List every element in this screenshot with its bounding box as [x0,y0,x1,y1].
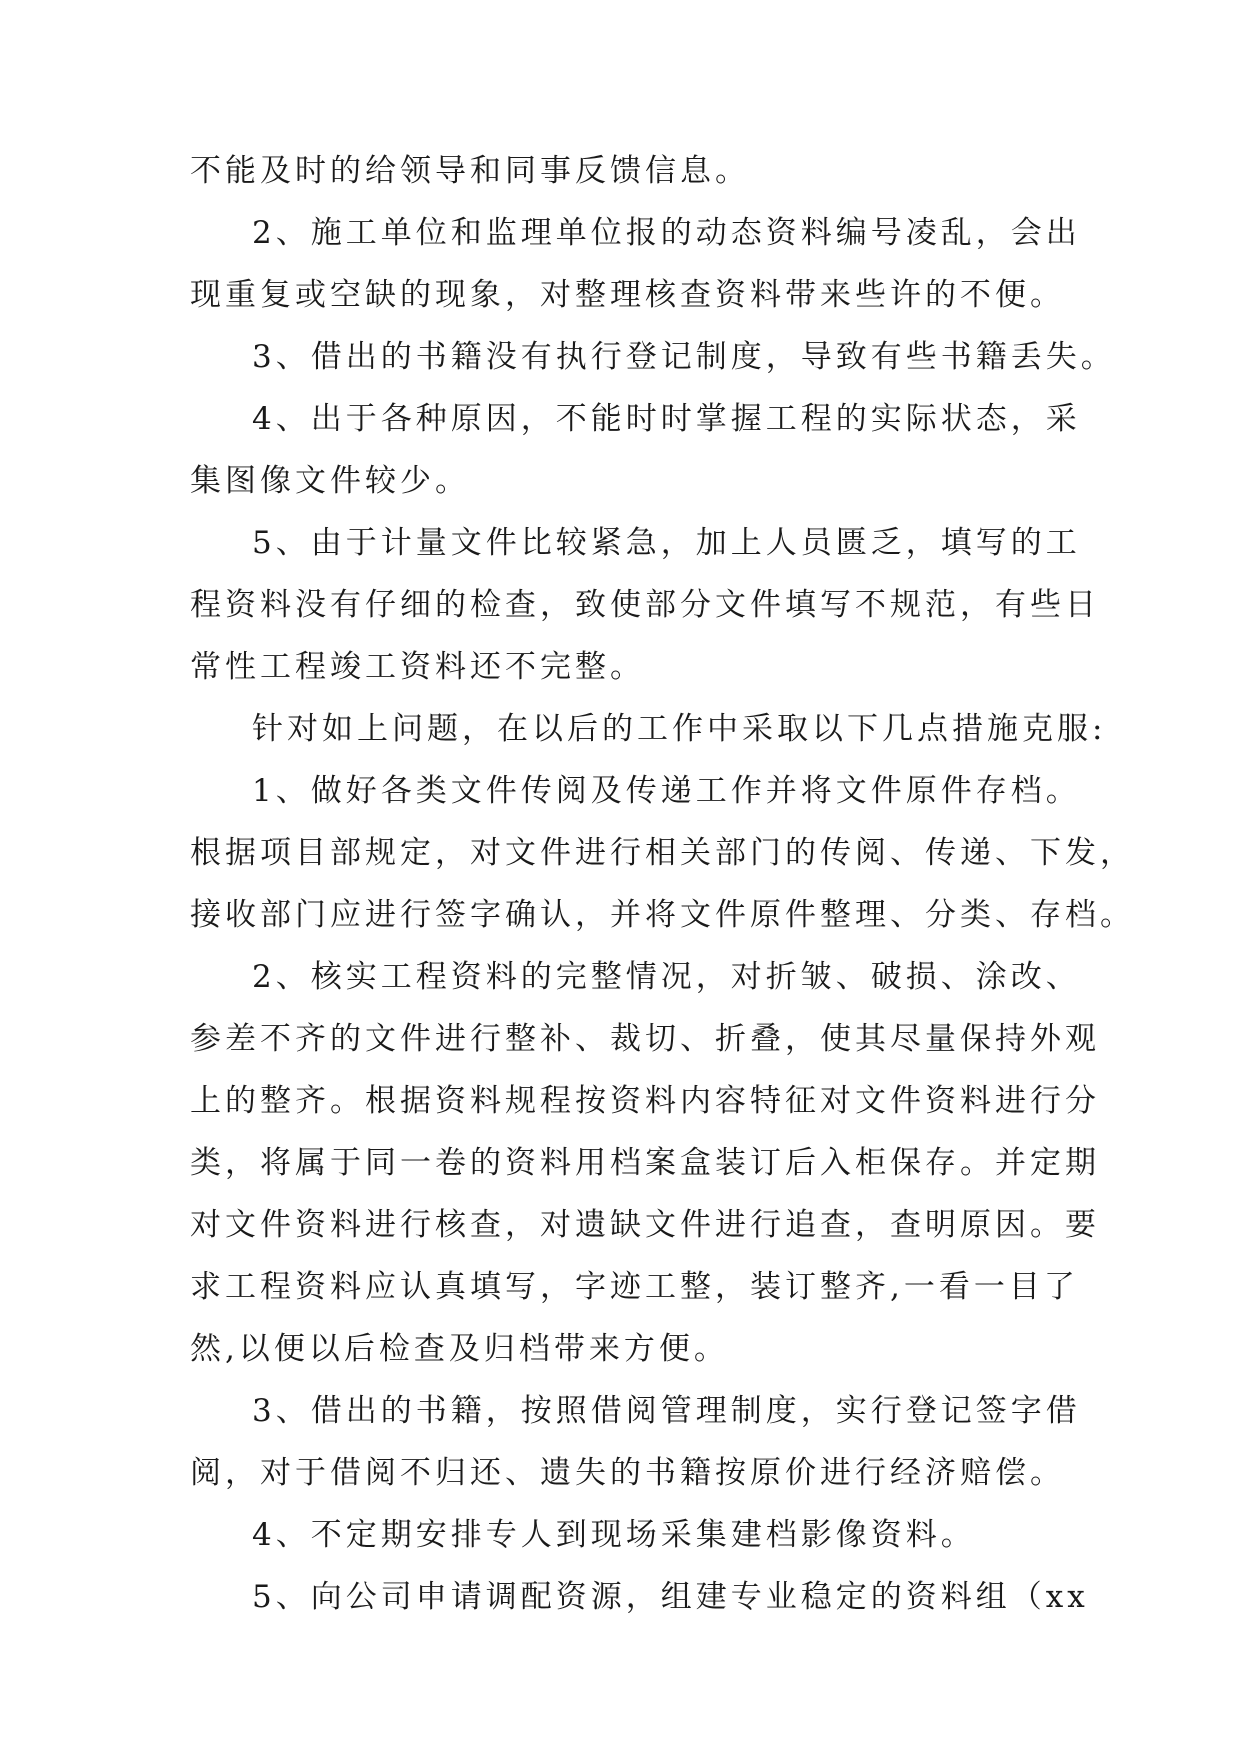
text-line: 对文件资料进行核查，对遗缺文件进行追查，查明原因。要 [190,1207,1100,1243]
text-line: 阅，对于借阅不归还、遗失的书籍按原价进行经济赔偿。 [190,1455,1065,1491]
text-line: 上的整齐。根据资料规程按资料内容特征对文件资料进行分 [190,1083,1100,1119]
text-line: 然,以便以后检查及归档带来方便。 [190,1331,729,1367]
text-line: 2、核实工程资料的完整情况，对折皱、破损、涂改、 [252,959,1081,995]
text-line: 2、施工单位和监理单位报的动态资料编号凌乱，会出 [252,215,1081,251]
text-line: 求工程资料应认真填写，字迹工整，装订整齐,一看一目了 [190,1269,1079,1305]
text-line: 参差不齐的文件进行整补、裁切、折叠，使其尽量保持外观 [190,1021,1100,1057]
text-line: 类，将属于同一卷的资料用档案盒装订后入柜保存。并定期 [190,1145,1100,1181]
text-line: 接收部门应进行签字确认，并将文件原件整理、分类、存档。 [190,897,1135,933]
document-body [190,140,1135,1628]
text-line: 5、向公司申请调配资源，组建专业稳定的资料组（xx [252,1579,1089,1615]
text-line: 4、不定期安排专人到现场采集建档影像资料。 [252,1517,976,1553]
text-line: 集图像文件较少。 [190,463,470,499]
text-line: 针对如上问题，在以后的工作中采取以下几点措施克服: [252,711,1107,747]
text-line: 3、借出的书籍，按照借阅管理制度，实行登记签字借 [252,1393,1081,1429]
text-line: 4、出于各种原因，不能时时掌握工程的实际状态，采 [252,401,1081,437]
text-line: 3、借出的书籍没有执行登记制度，导致有些书籍丢失。 [252,339,1116,375]
text-line: 程资料没有仔细的检查，致使部分文件填写不规范，有些日 [190,587,1100,623]
text-line: 现重复或空缺的现象，对整理核查资料带来些许的不便。 [190,277,1065,313]
text-line: 5、由于计量文件比较紧急，加上人员匮乏，填写的工 [252,525,1081,561]
text-line: 常性工程竣工资料还不完整。 [190,649,645,685]
text-line: 根据项目部规定，对文件进行相关部门的传阅、传递、下发， [190,835,1135,871]
text-line: 不能及时的给领导和同事反馈信息。 [190,153,750,189]
text-line: 1、做好各类文件传阅及传递工作并将文件原件存档。 [252,773,1081,809]
